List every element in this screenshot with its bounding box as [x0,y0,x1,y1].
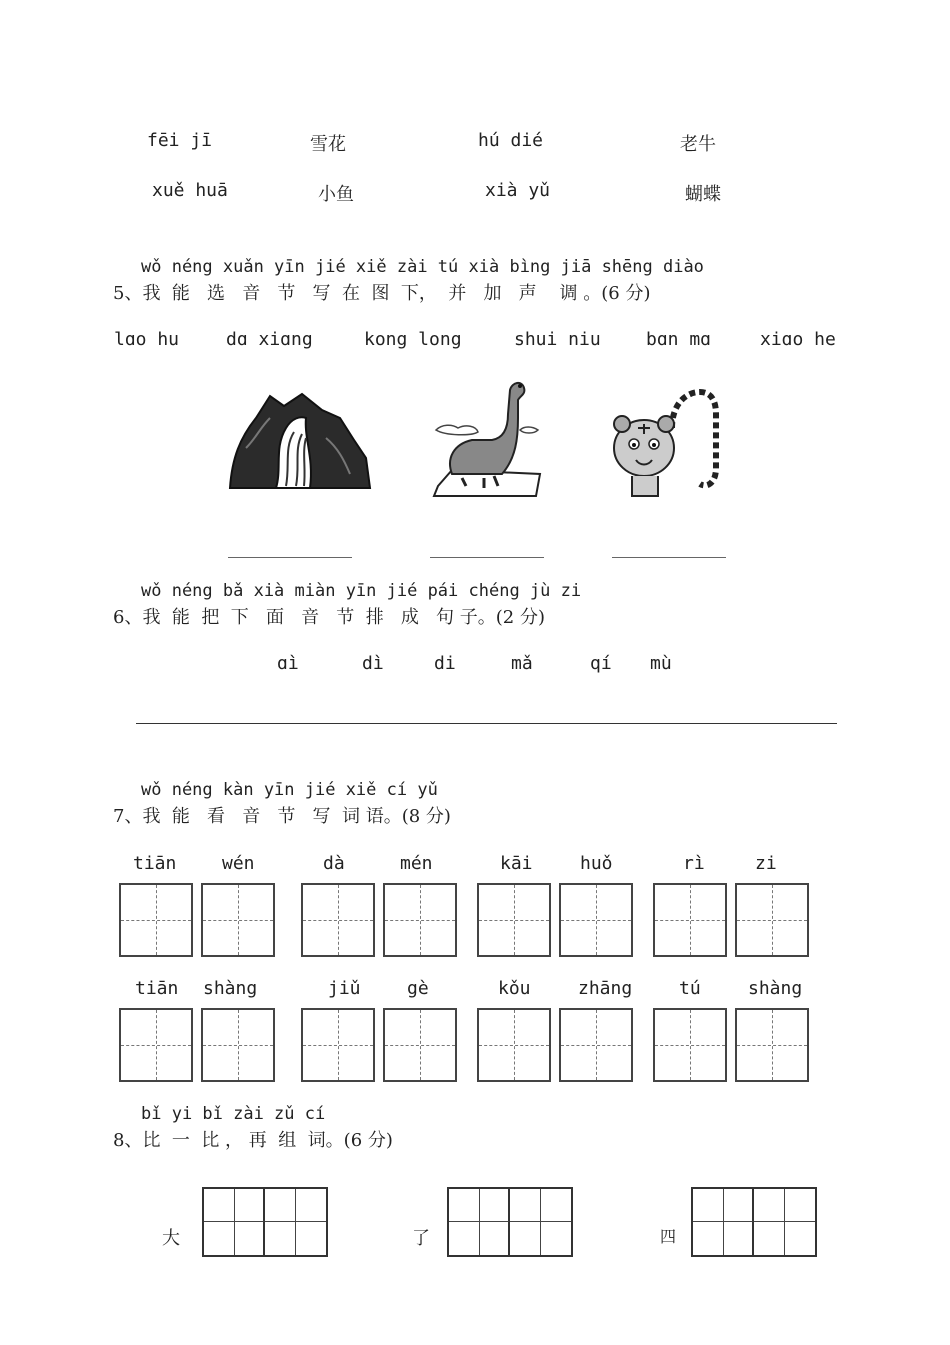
match-word-2: 老牛 [680,134,716,155]
q7-row1-label-6: huǒ [580,853,613,874]
q6-question: 6、我 能 把 下 面 音 节 排 成 句 子。(2 分) [113,607,545,628]
q7-row2-box-4[interactable] [383,1008,457,1082]
q7-row1-label-3: dà [323,853,345,874]
q7-row1-box-7[interactable] [653,883,727,957]
q7-row2-box-8[interactable] [735,1008,809,1082]
q8-question: 8、比 一 比 ， 再 组 词。(6 分) [113,1130,393,1151]
q6-syllable-1: ɑì [277,653,299,674]
q6-syllable-2: dì [362,653,384,674]
q7-row1-box-8[interactable] [735,883,809,957]
q7-row1-label-4: mén [400,853,433,874]
q8-char-2: 了 [412,1228,430,1249]
q7-row1-label-1: tiān [133,853,177,874]
q7-row2-label-3: jiǔ [328,978,361,999]
q8-grid-1[interactable] [202,1187,328,1257]
q5-option-2: dɑ xiɑng [226,329,313,350]
q5-pinyin: wǒ néng xuǎn yīn jié xiě zài tú xià bìng jiā shēng diào [141,257,704,277]
q6-syllable-5: qí [590,653,612,674]
q8-char-1: 大 [162,1228,180,1249]
dinosaur-picture [432,378,544,498]
match-pinyin-2: hú dié [478,130,544,151]
q7-row2-label-8: shàng [748,978,803,999]
q7-row2-label-2: shàng [203,978,258,999]
q7-row1-box-5[interactable] [477,883,551,957]
q7-row1-label-2: wén [222,853,255,874]
match-pinyin-4: xià yǔ [485,180,551,201]
q7-row1-label-7: rì [683,853,705,874]
q5-option-6: xiɑo he [760,329,836,350]
q6-syllable-6: mù [650,653,672,674]
q7-row2-box-7[interactable] [653,1008,727,1082]
q7-row1-label-5: kāi [500,853,533,874]
q7-row1-box-2[interactable] [201,883,275,957]
q6-syllable-4: mǎ [511,653,533,674]
q7-row2-box-3[interactable] [301,1008,375,1082]
q5-question: 5、我 能 选 音 节 写 在 图 下， 并 加 声 调 。(6 分) [113,283,651,304]
match-word-1: 雪花 [310,134,346,155]
q8-grid-3[interactable] [691,1187,817,1257]
q7-row1-box-3[interactable] [301,883,375,957]
q7-row2-box-1[interactable] [119,1008,193,1082]
q7-row1-box-1[interactable] [119,883,193,957]
q8-char-3: 四 [660,1227,677,1246]
q7-row2-label-1: tiān [135,978,179,999]
waterfall-picture [226,388,372,500]
q6-syllable-3: di [434,653,456,674]
q5-option-3: kong long [364,329,462,350]
q5-option-5: bɑn mɑ [646,329,712,350]
q8-pinyin: bǐ yi bǐ zài zǔ cí [141,1104,326,1124]
match-pinyin-1: fēi jī [147,130,213,151]
tiger-picture [612,388,722,500]
q7-row2-label-4: gè [407,978,429,999]
q7-row2-label-6: zhāng [578,978,633,999]
q7-row2-box-2[interactable] [201,1008,275,1082]
q7-row2-label-7: tú [679,978,701,999]
q5-answer-line-3[interactable] [612,557,726,558]
q7-row1-label-8: zi [755,853,777,874]
q7-row1-box-4[interactable] [383,883,457,957]
q6-answer-line[interactable] [136,723,837,724]
q5-option-4: shui niu [514,329,601,350]
q7-question: 7、我 能 看 音 节 写 词 语。(8 分) [113,806,451,827]
q5-option-1: lɑo hu [114,329,180,350]
q8-grid-2[interactable] [447,1187,573,1257]
match-word-4: 蝴蝶 [685,184,721,205]
q7-row1-box-6[interactable] [559,883,633,957]
q7-row2-box-5[interactable] [477,1008,551,1082]
q7-pinyin: wǒ néng kàn yīn jié xiě cí yǔ [141,780,438,800]
q5-answer-line-2[interactable] [430,557,544,558]
q7-row2-box-6[interactable] [559,1008,633,1082]
match-pinyin-3: xuě huā [152,180,228,201]
q7-row2-label-5: kǒu [498,978,531,999]
q6-pinyin: wǒ néng bǎ xià miàn yīn jié pái chéng jù zi [141,581,582,601]
match-word-3: 小鱼 [318,184,354,205]
q5-answer-line-1[interactable] [228,557,352,558]
